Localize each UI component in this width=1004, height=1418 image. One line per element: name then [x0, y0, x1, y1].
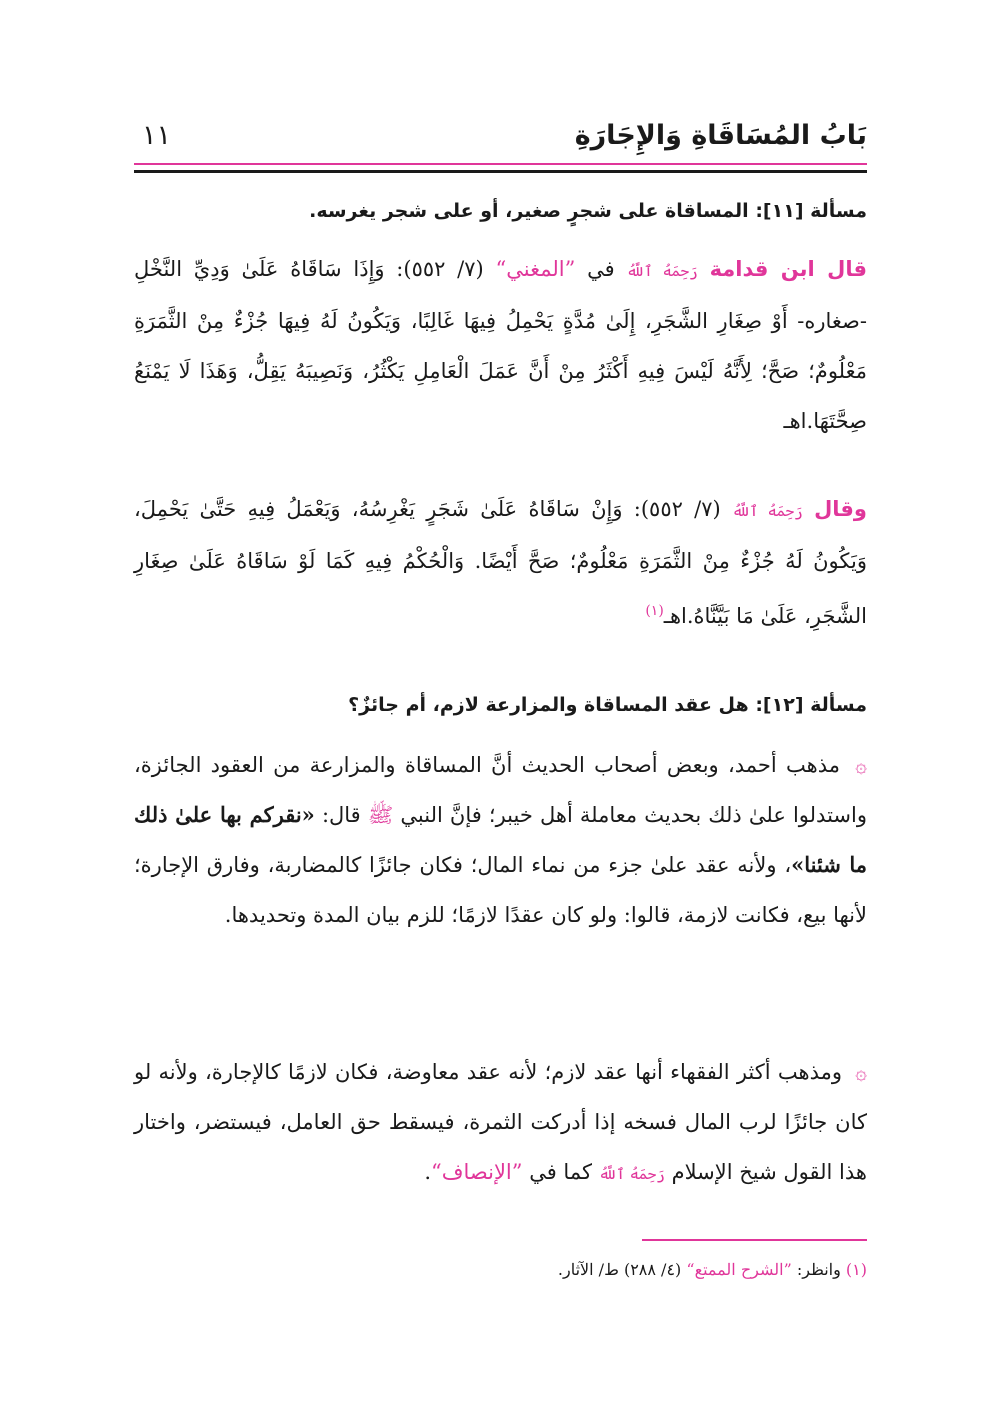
paragraph-text: (٧/ ٥٥٢): وَإِنْ سَاقَاهُ عَلَىٰ شَجَرٍ يَغْرِسُهُ، وَيَعْمَلُ فِيهِ حَتَّىٰ يَحْمِلَ، وَيَكُونُ لَهُ جُزْءٌ مِنْ الثَّمَرَةِ مَعْلُومٌ؛ صَحَّ أَيْضًا. وَالْحُكْمُ فِيهِ كَمَا لَوْ سَاقَاهُ عَلَىٰ صِغَارِ الشَّجَرِ، عَلَىٰ مَا بَيَّنَّاهُ.اهـ — [134, 497, 867, 628]
footnote — [137, 1257, 867, 1283]
opinion-paragraph-2 — [134, 1047, 867, 1199]
paragraph-text: ، ولأنه عقد علىٰ جزء من نماء المال؛ فكان جائزًا كالمضاربة، وفارق الإجارة؛ لأنها بيع، فكانت لازمة، قالوا: ولو كان عقدًا لازمًا؛ للزم بيان المدة وتحديدها. — [134, 853, 867, 927]
footnote-reference[interactable]: (١) — [645, 603, 664, 619]
quote-paragraph-2 — [134, 484, 867, 641]
paragraph-text: قال: — [321, 803, 361, 827]
page-header — [134, 118, 867, 160]
salutation-glyph: ﷺ — [367, 803, 394, 827]
footnote-text: (٤/ ٢٨٨) ط/ الآثار. — [557, 1260, 682, 1279]
page-number: ١١ — [142, 120, 172, 151]
honorific-glyph: رَحِمَهُ ٱللَّهُ — [626, 262, 698, 280]
paragraph-text: ومذهب أكثر الفقهاء أنها عقد لازم؛ لأنه عقد معاوضة، فكان لازمًا كالإجارة، ولأنه لو كان جائزًا لرب المال فسخه إذا أدركت الثمرة، فيسقط حق العامل، فيستضر، واختار هذا القول شيخ الإسلام — [134, 1060, 867, 1184]
lead-word: وقال — [814, 497, 867, 521]
paragraph-text: (٧/ ٥٥٢): وَإِذَا سَاقَاهُ عَلَىٰ وَدِيِّ النَّخْلِ -صغاره- أَوْ صِغَارِ الشَّجَرِ، إِلَىٰ مُدَّةٍ يَحْمِلُ فِيهَا غَالِبًا، وَيَكُونُ لَهُ فِيهَا جُزْءٌ مِنْ الثَّمَرَةِ مَعْلُومٌ؛ صَحَّ؛ لِأَنَّهُ لَيْسَ فِيهِ أَكْثَرُ مِنْ أَنَّ عَمَلَ الْعَامِلِ يَكْثُرُ، وَنَصِيبَهُ يَقِلُّ، وَهَذَا لَا يَمْنَعُ صِحَّتَهَا.اهـ — [134, 257, 867, 433]
quote-paragraph-1 — [134, 244, 867, 446]
question-title: هل عقد المساقاة والمزارعة لازم، أم جائزٌ؟ — [348, 694, 749, 716]
footnote-number: (١) — [845, 1260, 867, 1279]
honorific-glyph: رَحِمَهُ ٱللَّهُ — [731, 502, 803, 520]
book-title: ”الإنصاف“ — [431, 1160, 523, 1184]
hadith-quote: «نقركم بها علىٰ ذلك ما شئنا» — [134, 802, 867, 877]
flower-bullet-icon: ۞ — [855, 1060, 867, 1084]
paragraph-end: . — [424, 1160, 431, 1184]
running-title: بَابُ المُسَاقَاةِ وَالإِجَارَةِ — [574, 120, 867, 151]
footnote-rule — [642, 1239, 867, 1241]
author-name: قال ابن قدامة — [709, 257, 867, 281]
honorific-glyph: رَحِمَهُ ٱللَّهُ — [598, 1165, 665, 1183]
question-11-heading — [134, 196, 867, 226]
header-rule — [134, 170, 867, 173]
flower-bullet-icon: ۞ — [855, 753, 867, 777]
book-title: ”المغني“ — [495, 257, 576, 281]
header-rule-accent — [134, 163, 867, 165]
question-title: المساقاة على شجرٍ صغير، أو على شجر يغرسه. — [309, 200, 749, 222]
footnote-text: وانظر: — [796, 1260, 841, 1279]
opinion-paragraph-1 — [134, 740, 867, 940]
footnote-book-title: ”الشرح الممتع“ — [686, 1260, 792, 1279]
in-word: في — [587, 257, 615, 281]
question-label: مسألة [١١]: — [755, 200, 867, 222]
question-12-heading — [134, 690, 867, 720]
paragraph-text: كما في — [529, 1160, 592, 1184]
question-label: مسألة [١٢]: — [755, 694, 867, 716]
paragraph-text: مذهب أحمد، وبعض أصحاب الحديث أنَّ المساقاة والمزارعة من العقود الجائزة، واستدلوا علىٰ ذلك بحديث معاملة أهل خيبر؛ فإنَّ النبي — [134, 753, 867, 827]
